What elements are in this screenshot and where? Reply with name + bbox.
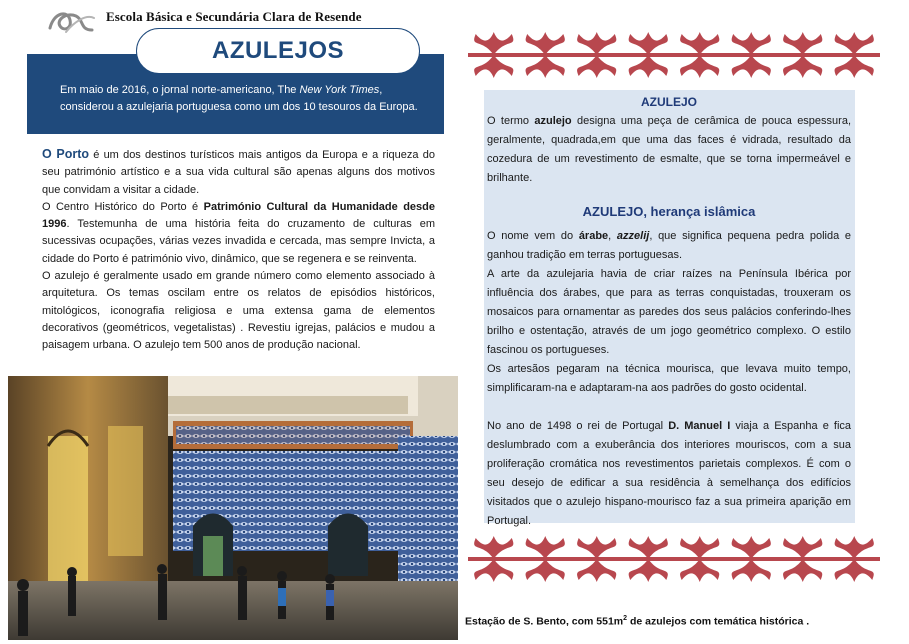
photo-caption: [465, 615, 809, 628]
paragraph-centro-historico: [42, 199, 435, 268]
panel-paragraph-1: [487, 112, 851, 188]
panel-paragraph-5: [487, 417, 851, 531]
p2-arabe: árabe: [578, 230, 609, 242]
paragraph-porto: [42, 146, 435, 199]
panel-paragraph-2: [487, 227, 851, 265]
porto-lead: O Porto: [42, 147, 89, 161]
p2-text-2: , que significa pequena pedra polida e ganhou tradição em terras portuguesas.: [487, 230, 851, 261]
panel-paragraph-4: Os artesãos pegaram na técnica mourisca, que levava muito tempo, simplificaram-na e adaptaram-na aos padrões do gosto ocidental.: [487, 363, 851, 394]
panel-heading-azulejo: AZULEJO: [640, 95, 697, 109]
left-column-text: [42, 146, 435, 355]
school-logo: [46, 6, 98, 36]
panel-paragraph-3: A arte da azulejaria havia de criar raízes na Península Ibérica por influência dos árabes, que para as terras conquistadas, trouxeram os mosaicos para ornamentar as paredes dos seus palácios conferindo-lhes brilho e ostentação, através de um jogo geométrico complexo. O estilo fascinou os portugueses.: [487, 268, 851, 356]
intro-text-2: , considerou a azulejaria portuguesa como um dos 10 tesouros da Europa.: [60, 84, 418, 113]
centro-highlight: Património Cultural da Humanidade desde 1996: [42, 200, 435, 231]
p1-text-1: O termo: [487, 115, 535, 127]
ornament-bar: [468, 53, 880, 57]
p2-comma: ,: [608, 230, 617, 242]
sao-bento-station-photo: [8, 376, 458, 640]
caption-rest: de azulejos com temática histórica .: [627, 615, 810, 628]
caption-text: Estação de S. Bento, com 551m: [465, 615, 624, 628]
centro-text-1: O Centro Histórico do Porto é: [42, 200, 204, 213]
title-box: [136, 28, 420, 74]
p5-king: D. Manuel I: [668, 420, 731, 432]
intro-text: [60, 82, 420, 116]
intro-text-1: Em maio de 2016, o jornal norte-americano, The: [60, 84, 300, 96]
ornament-border-top: [468, 30, 880, 80]
p5-text-1: No ano de 1498 o rei de Portugal: [487, 420, 669, 432]
p1-term: azulejo: [534, 115, 572, 127]
porto-text: é um dos destinos turísticos mais antigos da Europa e a riqueza do seu património artístico e a sua vida cultural são apenas alguns dos motivos que convidam a visitar a cidade.: [42, 149, 435, 196]
centro-text-2: . Testemunha de uma história feita do cruzamento de culturas em sucessivas ocupações, várias vezes invadida e cercada, mas sempre Invicta, a cidade do Porto é património vivo, dinâmico, que se regenera e se reinventa.: [42, 218, 435, 265]
paragraph-azulejo: O azulejo é geralmente usado em grande número como elemento associado à arquitetura. Os temas oscilam entre os relatos de episódios históricos, mitológicos, iconografia religiosa e uma extensa gama de elementos decorativos (geométricos, vegetalistas) . Revestiu igrejas, palácios e mudou a paisagem urbana. O azulejo tem 500 anos de produção nacional.: [42, 270, 435, 352]
page-title: AZULEJOS: [211, 37, 344, 64]
caption-superscript: 2: [623, 615, 628, 622]
ornament-bar: [468, 557, 880, 561]
p5-text-2: viaja a Espanha e fica deslumbrado com a exuberância dos interiores mouriscos, com a sua proliferação cromática nos revestimentos parietais complexos. É com o seu desejo de edificar a sua residência à semelhança dos edifícios visitados que o azulejo hispano-mourisco faz a sua primeira aparição em Portugal.: [487, 420, 852, 527]
panel-heading-heranca: AZULEJO, herança islâmica: [582, 204, 756, 219]
p2-text-1: O nome vem do: [487, 230, 579, 242]
info-panel-text: [487, 93, 851, 531]
p2-azzelij: azzelij: [616, 230, 650, 242]
school-name: Escola Básica e Secundária Clara de Resende: [106, 9, 362, 24]
newspaper-name: New York Times: [299, 84, 380, 96]
ornament-border-bottom: [468, 534, 880, 584]
p1-text-2: designa uma peça de cerâmica de pouca espessura, geralmente, quadrada,em que uma das faces é vidrada, resultado da cozedura de um revestimento de esmalte, que se torna impermeável e brilhante.: [487, 115, 851, 184]
